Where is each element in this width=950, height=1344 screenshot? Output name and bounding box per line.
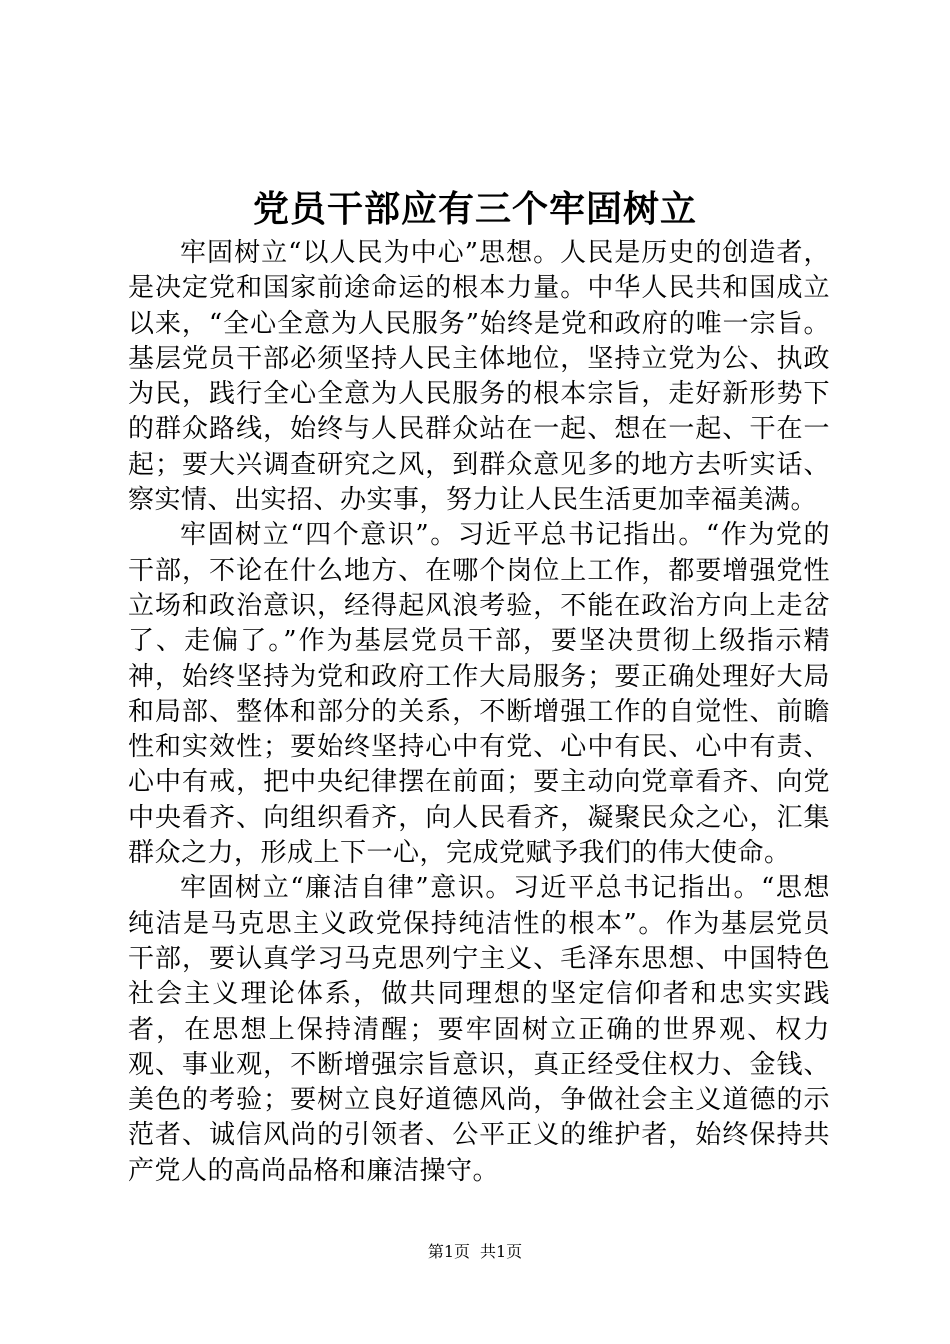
page-number: 第1页 — [427, 1242, 470, 1261]
document-body — [128, 236, 830, 1189]
paragraph-1: 牢固树立“以人民为中心”思想。人民是历史的创造者，是决定党和国家前途命运的根本力量。中华人民共和国成立以来，“全心全意为人民服务”始终是党和政府的唯一宗旨。基层党员干部必须坚持人民主体地位，坚持立党为公、执政为民，践行全心全意为人民服务的根本宗旨，走好新形势下的群众路线，始终与人民群众站在一起、想在一起、干在一起；要大兴调查研究之风，到群众意见多的地方去听实话、察实情、出实招、办实事，努力让人民生活更加幸福美满。 — [128, 238, 830, 516]
page-footer — [0, 1240, 950, 1264]
document-title: 党员干部应有三个牢固树立 — [252, 188, 697, 230]
paragraph-3: 牢固树立“廉洁自律”意识。习近平总书记指出。“思想纯洁是马克思主义政党保持纯洁性的根本”。作为基层党员干部，要认真学习马克思列宁主义、毛泽东思想、中国特色社会主义理论体系，做共同理想的坚定信仰者和忠实实践者，在思想上保持清醒；要牢固树立正确的世界观、权力观、事业观，不断增强宗旨意识，真正经受住权力、金钱、美色的考验；要树立良好道德风尚，争做社会主义道德的示范者、诚信风尚的引领者、公平正义的维护者，始终保持共产党人的高尚品格和廉洁操守。 — [128, 873, 830, 1186]
paragraph-2: 牢固树立“四个意识”。习近平总书记指出。“作为党的干部，不论在什么地方、在哪个岗位上工作，都要增强党性立场和政治意识，经得起风浪考验，不能在政治方向上走岔了、走偏了。”作为基层党员干部，要坚决贯彻上级指示精神，始终坚持为党和政府工作大局服务；要正确处理好大局和局部、整体和部分的关系，不断增强工作的自觉性、前瞻性和实效性；要始终坚持心中有党、心中有民、心中有责、心中有戒，把中央纪律摆在前面；要主动向党章看齐、向党中央看齐、向组织看齐，向人民看齐，凝聚民众之心，汇集群众之力，形成上下一心，完成党赋予我们的伟大使命。 — [128, 520, 830, 869]
page-total: 共1页 — [480, 1242, 523, 1261]
